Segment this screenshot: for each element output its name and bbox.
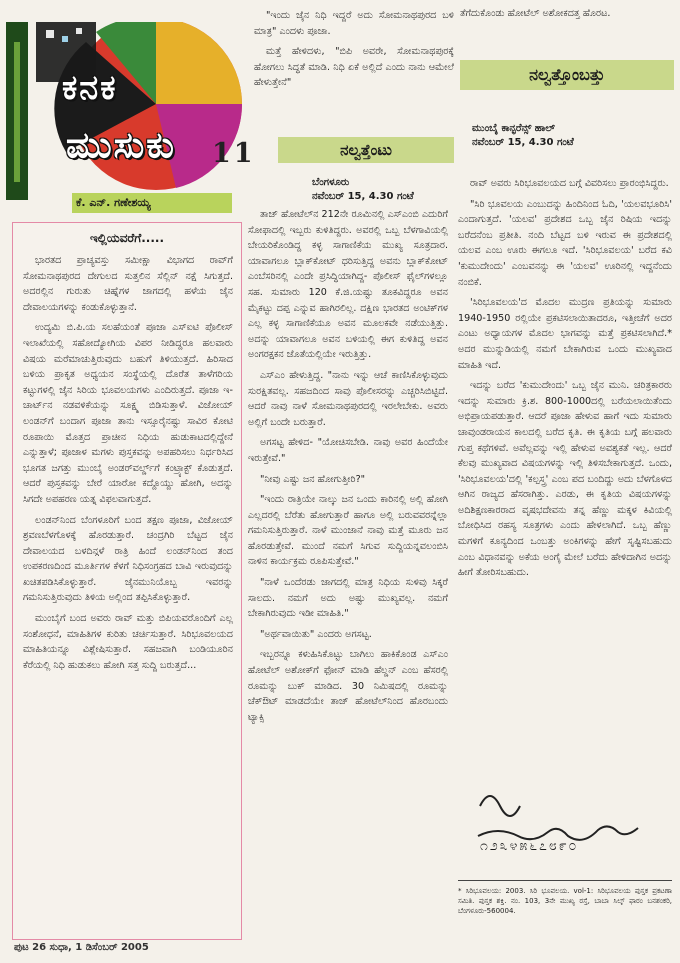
dateline-time: ನವೆಂಬರ್ 15, 4.30 ಗಂಟೆ xyxy=(472,137,574,148)
recap-paragraph: ಲಂಡನ್‌ನಿಂದ ಬೆಂಗಳೂರಿಗೆ ಬಂದ ತಕ್ಷಣ ಪೂಜಾ, ವಿಜೋಯ್ ಶ್ರವಣಬೆಳಗೊಳಕ್ಕೆ ಹೊರಡುತ್ತಾರೆ. ಚಂದ್ರಗಿರಿ ಬೆಟ್ಟದ ಜೈನ ದೇವಾಲಯದ ಬಳದಿನ್ಗಳೆ ರಾತ್ರಿ ಹಿಂದೆ ಲಂಡನ್‌ನಿಂದ ತಂದ ಉಪಕರಣದಿಂದ ಮೂರ್ತಿಗಳ ಕೆಳಗೆ ನಿಧಿಸಂಗ್ರಹದ ಬಾವಿ ಇರುವುದನ್ನು ಖಚಿತಪಡಿಸಿಕೊಳ್ಳುತ್ತಾರೆ. ಜೈನಮುನಿಯೊಬ್ಬ ಇವರನ್ನು ಗಮನಿಸುತ್ತಿರುವುದು ತಿಳಿಯ ಅಲ್ಲಿಂದ ತಪ್ಪಿಸಿಕೊಳ್ಳುತ್ತಾರೆ. xyxy=(23,514,233,604)
footnote-rule xyxy=(458,880,672,881)
dateline-time: ನವೆಂಬರ್ 15, 4.30 ಗಂಟೆ xyxy=(312,191,414,202)
footnote: * ಸಿರಿಭೂವಲಯ: 2003. ಸಿರಿ ಭೂವಲಯ. vol-1: ಸಿರಿಭೂವಲಯ ಪುಸ್ತಕ ಪ್ರಕಟಣಾ ಸಮಿತಿ. ಪುಸ್ತಕ ಶಕ್ತಿ. ನಂ. 103, 3ನೇ ಮುಖ್ಯ ರಸ್ತೆ, ಬಾಬಾ ಸಿಲ್ಕ್ ಫಾರಂ ಬನಶಂಕರಿ, ಬೆಂಗಳೂರು-560004. xyxy=(458,887,672,915)
story-paragraph: 'ಸಿರಿಭೂವಲಯ'ದ ಮೊದಲ ಮುದ್ರಣ ಪ್ರತಿಯನ್ನು ಸುಮಾರು 1940-1950 ರಲ್ಲಿಯೇ ಪ್ರಕಟಿಸಲಾಯಿತಾದರೂ, ಇತ್ತೀಚೆಗೆ ಅದರ ಎಂಟು ಅಧ್ಯಾಯಗಳ ಮೊದಲ ಭಾಗವನ್ನು ಮತ್ತೆ ಪ್ರಕಟಿಸಲಾಗಿದೆ.* ಅದರ ಮುನ್ನುಡಿಯಲ್ಲಿ ನಮಗೆ ಬೇಕಾಗಿರುವ ಒಂದು ಮುಖ್ಯವಾದ ಮಾಹಿತಿ ಇದೆ. xyxy=(458,297,672,371)
story-paragraph: ರಾವ್ ಅವರು ಸಿರಿಭೂವಲಯದ ಬಗ್ಗೆ ವಿವರಿಸಲು ಪ್ರಾರಂಭಿಸಿದ್ದರು. xyxy=(470,178,669,189)
chapter-dateline xyxy=(312,176,414,204)
recap-heading: ಇಲ್ಲಿಯವರೆಗೆ..... xyxy=(89,231,165,245)
story-paragraph: "ಅರ್ಥವಾಯಿತು" ಎಂದರು ಅಗಸಟ್ಟ. xyxy=(260,628,372,640)
masthead-title-line2: ಮುಸುಕು xyxy=(66,124,176,166)
story-paragraph: ತಾಜ್ ಹೋಟೆಲ್‌ನ 212ನೇ ರೂಮಿನಲ್ಲಿ ಎಸ್‌ಎಂಬಿ ಎದುರಿಗೆ ಸೋಫಾದಲ್ಲಿ ಇಬ್ಬರು ಕುಳಿತಿದ್ದರು. ಅವರಲ್ಲಿ ಒಬ್ಬ ಬೆಳಗಾವಿಯಲ್ಲಿ ಬೇಯರಿಕೊಂಡಿದ್ದ ಕಳ್ಳ ಸಾಗಾಣಿಕೆಯ ಮುಖ್ಯ ಸೂತ್ರದಾರ. ಯಾವಾಗಲೂ ಬ್ಲಾಕ್‌ಕೋಟ್ ಧರಿಸುತ್ತಿದ್ದ ಅವನು ಬ್ಲಾಕ್‌ಕೋಟ್ ಎಂಬೆಸರಿನಲ್ಲಿ ಎಂದೇ ಪ್ರಸಿದ್ಧಿಯಾಗಿದ್ದ- ಪೊಲೀಸ್ ಫೈಲ್‌ಗಳಲ್ಲೂ ಸಹ. ಸುಮಾರು 120 ಕೆ.ಜಿ.ಯಷ್ಟು ತೂಕವಿದ್ದರೂ ಅವನ ಮೈಕಟ್ಟು ದಪ್ಪ ಎನ್ನುವ ಹಾಗಿರಲಿಲ್ಲ. ದಕ್ಷಿಣ ಭಾರತದ ಅಂಟಿಕ್‌ಗಳ ಎಲ್ಲ ಕಳ್ಳ ಸಾಗಾಣಿಕೆಯೂ ಅವನ ಮೂಲಕವೇ ನಡೆಯುತ್ತಿತ್ತು. ಅದನ್ನು ಯಾವಾಗಲೂ ಅವನ ಬಳಿಯಲ್ಲಿ ಈಗ ಕುಳಿತಿದ್ದ ಅವನ ಅಂಗರಕ್ಷಕನ ಜೊತೆಯಲ್ಲಿಯೇ ಇರುತ್ತಿತ್ತು. xyxy=(248,209,448,361)
column2-body xyxy=(248,207,448,730)
story-paragraph: ತೆಗೆದುಕೊಂಡು ಹೋಟೆಲ್ ಅಶೋಕದತ್ತ ಹೊರಟ. xyxy=(460,8,611,19)
story-paragraph: "ಸಿರಿ ಭೂವಲಯ ಎಂಬುದನ್ನು ಹಿಂದಿನಿಂದ ಓದಿ, 'ಯಲವಭೂರಿಸಿ' ಎಂದಾಗುತ್ತದೆ. 'ಯಲವ' ಪ್ರದೇಶದ ಒಬ್ಬ ಜೈನ ರಿಷಿಯ ಇದನ್ನು ಬರೆದನೆಂಬ ಪ್ರತೀತಿ. ನಂದಿ ಬೆಟ್ಟದ ಬಳಿ ಇರುವ ಈ ಪ್ರದೇಶದಲ್ಲಿ ಯಲವ ಎಂಬ ಊರು ಈಗಲೂ ಇದೆ. 'ಸಿರಿಭೂವಲಯ' ಬರೆದ ಕವಿ 'ಕುಮುದೇಂದು' ಎಂಬವನನ್ನು ಈ 'ಯಲವ' ಊರಿನಲ್ಲಿ ಇದ್ದನೆಂದು ನಂಬಿಕೆ. xyxy=(458,198,672,288)
story-paragraph: "ನಾಳೆ ಒಂದೆರಡು ಜಾಗದಲ್ಲಿ ಮಾತ್ರ ನಿಧಿಯ ಸುಳಿವು ಸಿಕ್ಕರೆ ಸಾಲದು. ನಮಗೆ ಅದು ಅಷ್ಟು ಮುಖ್ಯವಲ್ಲ. ನಮಗೆ ಬೇಕಾಗಿರುವುದು ಇಡೀ ಮಾಹಿತಿ." xyxy=(248,577,448,620)
dateline-place: ಮುಂಬೈ ಕಾನ್ಫರೆನ್ಸ್ ಹಾಲ್ xyxy=(472,123,555,134)
story-paragraph: "ನೀವು ಎಷ್ಟು ಜನ ಹೋಗುತ್ತೀರಿ?" xyxy=(260,473,366,485)
story-paragraph: ಅಗಸಟ್ಟ ಹೇಳಿದ- "ಯೋಚಿಸಬೇಡಿ. ನಾವು ಅವರ ಹಿಂದೆಯೇ ಇರುತ್ತೇವೆ." xyxy=(248,437,448,464)
column3-body xyxy=(458,176,672,586)
column2-top xyxy=(254,8,454,96)
numeral-script-illustration xyxy=(470,776,670,876)
dateline-place: ಬೆಂಗಳೂರು xyxy=(312,177,350,188)
masthead-logo-art xyxy=(6,22,242,200)
story-paragraph: "ಇಂದು ರಾತ್ರಿಯೇ ನಾಲ್ಕು ಜನ ಒಂದು ಕಾರಿನಲ್ಲಿ ಅಲ್ಲಿ ಹೋಗಿ ಎಲ್ಲದರಲ್ಲಿ ಬೆರೆತು ಹೋಗುತ್ತಾರೆ ಹಾಗೂ ಅಲ್ಲಿ ಬರುವವರನ್ನೆಲ್ಲಾ ಗಮನಿಸುತ್ತಿರುತ್ತಾರೆ. ನಾಳೆ ಮುಂಜಾನೆ ನಾವು ಮತ್ತೆ ಮೂರು ಜನ ಹೊರಡುತ್ತೇವೆ. ಮುಂದೆ ನಮಗೆ ಸಿಗುವ ಸುದ್ದಿಯನ್ನವಲಂಬಿಸಿ ನಾಳಿನ ಕಾರ್ಯಕ್ರಮ ರೂಪಿಸುತ್ತೇವೆ." xyxy=(248,494,448,568)
story-paragraph: ಎಸ್‌ಎಂ ಹೇಳುತ್ತಿದ್ದ. "ನಾನು ಇನ್ನು ಆಚೆ ಕಾಣಿಸಿಕೊಳ್ಳುವುದು ಸುರಕ್ಷಿತವಲ್ಲ. ಸಹಜದಿಂದ ಸಾವು ಪೊಲೀಸರನ್ನು ಎಚ್ಚರಿಸಿಬಿಟ್ಟಿದೆ. ಆದರೆ ನಾವು ನಾಳೆ ಸೋಮನಾಥಪುರದಲ್ಲಿ ಇರಲೇಬೇಕು. ಅವರು ಅಲ್ಲಿಗೆ ಬಂದೇ ಬರುತ್ತಾರೆ. xyxy=(248,369,448,428)
story-paragraph: ಇಬ್ಬರನ್ನೂ ಕಳುಹಿಸಿಕೊಟ್ಟು ಬಾಗಿಲು ಹಾಕಿಕೊಂಡ ಎಸ್‌ಎಂ ಹೋಟೆಲ್ ಅಶೋಕ್‌ಗೆ ಫೋನ್ ಮಾಡಿ ಹೆಲ್ಡನ್ ಎಂಬ ಹೆಸರಲ್ಲಿ ರೂಮನ್ನು ಬುಕ್ ಮಾಡಿದ. 30 ನಿಮಿಷದಲ್ಲಿ ರೂಮನ್ನು ಚೆಕ್‌ಔಟ್ ಮಾಡದೆಯೇ ತಾಜ್ ಹೋಟೆಲ್‌ನಿಂದ ಹೊರಬಂದು ಟ್ಯಾಕ್ಸಿ xyxy=(248,649,448,723)
recap-paragraph: ಮುಂಬೈಗೆ ಬಂದ ಅವರು ರಾವ್ ಮತ್ತು ಬಿಪಿಯವರೊಂದಿಗೆ ಎಲ್ಲ ಸಂಶೋಧನೆ, ಮಾಹಿತಿಗಳ ಕುರಿತು ಚರ್ಚಿಸುತ್ತಾರೆ. ಸಿರಿಭೂವಲಯದ ಮಾಹಿತಿಯನ್ನೂ ವಿಶ್ಲೇಷಿಸುತ್ತಾರೆ. ಸಹಜವಾಗಿ ಬಂಡಿಯೂರಿನ ಕೆರೆಯಲ್ಲಿ ನಿಧಿ ಹುಡುಕಲು ಹೋಗಿ ಸತ್ತ ಸುದ್ದಿ ಬರುತ್ತದೆ... xyxy=(23,613,233,671)
column3-top xyxy=(460,6,660,27)
masthead-title-line1: ಕನಕ xyxy=(62,68,118,108)
serial-episode-number: 11 xyxy=(212,138,256,169)
story-paragraph: "ಇಂದು ಜೈನ ನಿಧಿ ಇದ್ದರೆ ಅದು ಸೋಮನಾಥಪುರದ ಬಳಿ ಮಾತ್ರ" ಎಂದಳು ಪೂಜಾ. xyxy=(254,10,454,37)
numeral-caption: ೧೨೩೪೫೬೭೮೯೦ xyxy=(480,838,579,854)
recap-box xyxy=(12,222,242,940)
chapter-heading-bar xyxy=(278,137,454,163)
recap-paragraph: ಉದ್ಯಮಿ ಬಿ.ಪಿ.ಯ ಸಲಹೆಯಂತೆ ಪೂಜಾ ಎಸ್‌ಐಟಿ ಪೊಲೀಸ್ ಇಲಾಖೆಯಲ್ಲಿ ಸಹೋದ್ಯೋಗಿಯ ವಿಪರ ನೀಡಿದ್ದರೂ ಹಲವಾರು ವಿಷಯ ಮರೆಮಾಚುತ್ತಿರುವುದು ಬಹುಗೆ ತಿಳಿಯುತ್ತದೆ. ಹಿರಿಸಾದ ಬಳಿಯ ಪ್ರಾಕೃತ ಅಧ್ಯಯನ ಸಂಸ್ಥೆಯಲ್ಲಿ ದೊರೆತ ತಾಳೆಗರಿಯ ಕಟ್ಟುಗಳಲ್ಲಿ ಜೈನ ಸಿರಿಯ ಭೂವಲಯಗಳು ಎಂದಿರುತ್ತದೆ. ಪೂಜಾ ಇ-ಚಾರ್ಟ್‌ನ ನಡವಳಿಕೆಯನ್ನು ಸೂಕ್ಷ್ಮ ಬಿಡಿಸುತ್ತಾಳೆ. ವಿಜೋಯ್ ಲಂಡನ್‌ಗೆ ಬಂದಾಗ ಪೂಜಾ ತಾನು ಇಸ್ಸೂರೈನಷ್ಟು ಸಾವಿರ ಕೋಟಿ ರೂಪಾಯಿ ಮೊತ್ತದ ಪ್ರಾಚೀನ ನಿಧಿಯ ಹುಡುಕಾಟದಲ್ಲಿದ್ದೇನೆ ಎನ್ನುತ್ತಾಳೆ; ಪೂಜಾಳ ಮಗಳು ಪುಸ್ತಕವನ್ನು ಅಪಹರಿಸಲು ನಿರ್ಧರಿಸಿದ ಭೂಗತ ಜಗತ್ತು ಮುಂಬೈ ಅಂಡರ್‌ವರ್ಲ್ಡ್‌ಗೆ ಕಂಟ್ರ್ಯಾಕ್ಟ್ ಕೊಡುತ್ತದೆ. ಆದರೆ ಪುಸ್ತಕವನ್ನು ಬೇರೆ ಯಾರೋ ಕದ್ದೊಯ್ದು ಹೋಗಿ, ಅದನ್ನು ಸಿಗದೇ ಅಪಹರಣ ಯತ್ನ ವಿಫಲವಾಗುತ್ತದೆ. xyxy=(23,322,233,505)
recap-paragraph: ಭಾರತದ ಪ್ರಾಚ್ಯವಸ್ತು ಸಮೀಕ್ಷಾ ವಿಭಾಗದ ರಾವ್‌ಗೆ ಸೋಮನಾಥಪುರದ ದೇಗುಲದ ಸುತ್ತಲಿನ ಸೆಲ್ಲಿನ್ ನಕ್ಷೆ ಸಿಗುತ್ತದೆ. ಅದರಲ್ಲಿನ ಗುರುತು ಚಿಹ್ನೆಗಳ ಜಾಗದಲ್ಲಿ ಹಳೆಯ ಜೈನ ದೇವಾಲಯಗಳನ್ನು ಕಂಡುಕೊಳ್ಳುತ್ತಾನೆ. xyxy=(23,255,233,313)
chapter-heading-bar xyxy=(460,60,674,90)
story-paragraph: ಮತ್ತೆ ಹೇಳಿದಳು, "ಬಿಪಿ ಅವರೇ, ಸೋಮನಾಥಪುರಕ್ಕೆ ಹೋಗಲು ಸಿದ್ಧತೆ ಮಾಡಿ. ನಿಧಿ ಏಕೆ ಅಲ್ಲಿದೆ ಎಂದು ನಾನು ಆಮೇಲೆ ಹೇಳುತ್ತೇನೆ" xyxy=(254,46,454,89)
masthead xyxy=(6,22,242,200)
story-paragraph: ಇದನ್ನು ಬರೆದ 'ಕುಮುದೇಂದು' ಒಬ್ಬ ಜೈನ ಮುನಿ. ಚರಿತ್ರಕಾರರು ಇದನ್ನು ಸುಮಾರು ಕ್ರಿ.ಶ. 800-1000ದಲ್ಲಿ ಬರೆಯಲಾಯಿತೆಂದು ಅಭಿಪ್ರಾಯಪಡುತ್ತಾರೆ. ಆದರೆ ಪೂಜಾ ಹೇಳುವ ಹಾಗೆ ಇದು ಸುಮಾರು ಚಾವುಂಡರಾಯನ ಕಾಲದಲ್ಲಿ ಬರೆದ ಕೃತಿ. ಈ ಕೃತಿಯ ಬಗ್ಗೆ ಹಲವಾರು ಗುಪ್ತ ಕಥೆಗಳಿವೆ. ಅವೆಲ್ಲವನ್ನು ಇಲ್ಲಿ ಹೇಳುವ ಅವಶ್ಯಕತೆ ಇಲ್ಲ. ಆದರೆ ಕೆಲವು ಮುಖ್ಯವಾದ ವಿಷಯಗಳನ್ನು ಇಲ್ಲಿ ತಿಳಿಸಬೇಕಾಗುತ್ತದೆ. ಒಂದು, 'ಸಿರಿಭೂವಲಯ'ದಲ್ಲಿ 'ಕಲ್ಪಸ್ತ್ರ' ಎಂಬ ಪದ ಬಂದಿದ್ದು ಅದು ಬೆಳಗೊಳದ ಆಗಿನ ರಾಜ್ಯದ ಹೆಸರಾಗಿತ್ತು. ಎರಡು, ಈ ಕೃತಿಯ ವಿಷಯಗಳನ್ನು ಅದಿಶಿಕ್ಷಣಕಾರರಾದ ವೃಷಭದೇವನು ತನ್ನ ಹೆಣ್ಣು ಮಕ್ಕಳ ಕಿವಿಯಲ್ಲಿ ಬೋಧಿಸಿದ ರಹಸ್ಯ ಸೂತ್ರಗಳು ಎಂದು ಹೇಳಲಾಗಿದೆ. ಒಬ್ಬ ಹೆಣ್ಣು ಮಗಳಿಗೆ ಕೂನ್ಯದಿಂದ ಒಂಬತ್ತು ಅಂಕಿಗಳನ್ನು ಹೇಗೆ ಸೃಷ್ಟಿಸಬಹುದು ಎಂಬ ವಿಧಾನವನ್ನು ಅಕೆಯ ಅಂಗೈ ಮೇಲೆ ಬರೆದು ಹೇಳಿದಾಗಿನ ಅದನ್ನು ಹೀಗೆ ತೋರಿಸಬಹುದು. xyxy=(458,380,672,579)
chapter-dateline xyxy=(472,122,574,150)
author-name: ಕೆ. ಎನ್. ಗಣೇಶಯ್ಯ xyxy=(76,196,151,209)
chapter-title: ನಲ್ವತ್ತೊಂಬತ್ತು xyxy=(529,65,605,84)
page-footer: ಪುಟ 26 ಸುಧಾ, 1 ಡಿಸೆಂಬರ್ 2005 xyxy=(14,942,149,953)
chapter-title: ನಲ್ವತ್ತೆಂಟು xyxy=(340,141,392,159)
recap-body xyxy=(23,253,233,678)
